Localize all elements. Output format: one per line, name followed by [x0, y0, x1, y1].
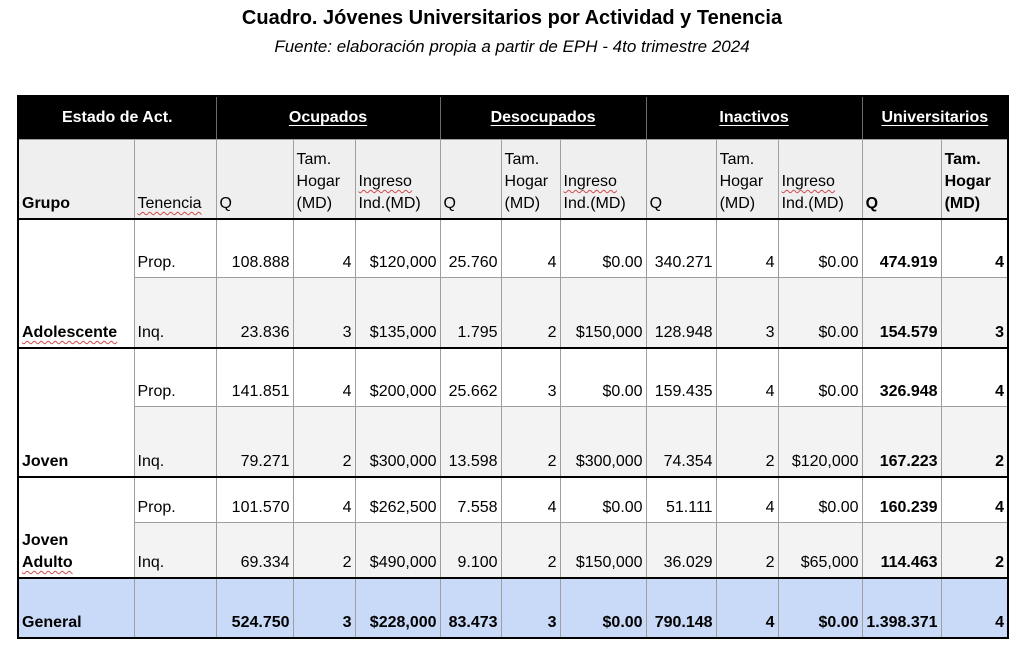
- total-oc-ing: $228,000: [355, 578, 440, 638]
- cell-oc-q: 79.271: [216, 407, 293, 478]
- header-de-ing: Ingreso Ind.(MD): [560, 140, 646, 220]
- cell-oc-tam: 2: [293, 407, 355, 478]
- cell-in-ing: $65,000: [778, 523, 862, 579]
- header-desocupados: Desocupados: [440, 96, 646, 140]
- cell-in-tam: 4: [716, 219, 778, 278]
- header-oc-q: Q: [216, 140, 293, 220]
- cell-oc-ing: $262,500: [355, 477, 440, 523]
- cell-tenencia: Prop.: [134, 219, 216, 278]
- header-in-ing: Ingreso Ind.(MD): [778, 140, 862, 220]
- cell-oc-ing: $300,000: [355, 407, 440, 478]
- cell-tenencia: Prop.: [134, 477, 216, 523]
- table-row: [18, 477, 1008, 523]
- cell-oc-tam: 4: [293, 219, 355, 278]
- cell-de-tam: 3: [501, 348, 560, 407]
- cell-un-q: 114.463: [862, 523, 941, 579]
- cell-un-q: 474.919: [862, 219, 941, 278]
- cell-tenencia: Inq.: [134, 523, 216, 579]
- cell-un-tam: 2: [941, 523, 1008, 579]
- cell-oc-q: 23.836: [216, 278, 293, 349]
- data-table: [17, 95, 1009, 639]
- cell-in-ing: $0.00: [778, 219, 862, 278]
- cell-de-ing: $300,000: [560, 407, 646, 478]
- cell-in-tam: 3: [716, 278, 778, 349]
- cell-oc-ing: $490,000: [355, 523, 440, 579]
- total-de-ing: $0.00: [560, 578, 646, 638]
- total-tenencia: [134, 578, 216, 638]
- cell-de-q: 9.100: [440, 523, 501, 579]
- cell-in-ing: $0.00: [778, 477, 862, 523]
- cell-de-tam: 2: [501, 278, 560, 349]
- cell-un-q: 154.579: [862, 278, 941, 349]
- table-row: [18, 219, 1008, 278]
- cell-in-ing: $120,000: [778, 407, 862, 478]
- cell-in-tam: 2: [716, 523, 778, 579]
- header-row-top: [18, 96, 1008, 140]
- cell-de-q: 25.760: [440, 219, 501, 278]
- cell-un-q: 326.948: [862, 348, 941, 407]
- table-subtitle: Fuente: elaboración propia a partir de EPH - 4to trimestre 2024: [274, 37, 750, 56]
- cell-de-q: 7.558: [440, 477, 501, 523]
- header-un-q: Q: [862, 140, 941, 220]
- cell-de-tam: 4: [501, 477, 560, 523]
- header-un-tam: Tam. Hogar (MD): [941, 140, 1008, 220]
- cell-de-q: 13.598: [440, 407, 501, 478]
- cell-de-q: 1.795: [440, 278, 501, 349]
- header-oc-tam: Tam. Hogar (MD): [293, 140, 355, 220]
- cell-de-tam: 2: [501, 523, 560, 579]
- header-de-tam: Tam. Hogar (MD): [501, 140, 560, 220]
- total-oc-tam: 3: [293, 578, 355, 638]
- header-inactivos: Inactivos: [646, 96, 862, 140]
- cell-oc-q: 141.851: [216, 348, 293, 407]
- cell-tenencia: Inq.: [134, 407, 216, 478]
- cell-in-q: 159.435: [646, 348, 716, 407]
- table-row: [18, 407, 1008, 478]
- cell-un-tam: 4: [941, 219, 1008, 278]
- cell-in-tam: 4: [716, 477, 778, 523]
- table-row: [18, 278, 1008, 349]
- total-in-q: 790.148: [646, 578, 716, 638]
- group-label-adolescente: Adolescente: [18, 219, 134, 348]
- cell-in-q: 340.271: [646, 219, 716, 278]
- header-oc-ing: Ingreso Ind.(MD): [355, 140, 440, 220]
- cell-oc-tam: 4: [293, 477, 355, 523]
- cell-in-q: 36.029: [646, 523, 716, 579]
- cell-oc-q: 108.888: [216, 219, 293, 278]
- cell-in-q: 51.111: [646, 477, 716, 523]
- group-label-joven: Joven: [18, 348, 134, 477]
- cell-tenencia: Inq.: [134, 278, 216, 349]
- group-label-joven-adulto: Joven Adulto: [18, 477, 134, 578]
- cell-de-q: 25.662: [440, 348, 501, 407]
- cell-oc-ing: $135,000: [355, 278, 440, 349]
- cell-de-ing: $0.00: [560, 348, 646, 407]
- header-de-q: Q: [440, 140, 501, 220]
- cell-in-q: 74.354: [646, 407, 716, 478]
- cell-oc-ing: $200,000: [355, 348, 440, 407]
- cell-in-ing: $0.00: [778, 348, 862, 407]
- total-un-q: 1.398.371: [862, 578, 941, 638]
- total-label: General: [18, 578, 134, 638]
- cell-un-tam: 4: [941, 477, 1008, 523]
- cell-de-ing: $150,000: [560, 278, 646, 349]
- total-un-tam: 4: [941, 578, 1008, 638]
- cell-un-tam: 4: [941, 348, 1008, 407]
- header-row-sub: [18, 140, 1008, 220]
- header-in-tam: Tam. Hogar (MD): [716, 140, 778, 220]
- cell-oc-q: 69.334: [216, 523, 293, 579]
- table-title: Cuadro. Jóvenes Universitarios por Actividad y Tenencia: [241, 7, 783, 29]
- cell-oc-tam: 4: [293, 348, 355, 407]
- header-universitarios: Universitarios: [862, 96, 1008, 140]
- cell-tenencia: Prop.: [134, 348, 216, 407]
- header-tenencia: Tenencia: [134, 140, 216, 220]
- cell-de-tam: 4: [501, 219, 560, 278]
- cell-un-q: 160.239: [862, 477, 941, 523]
- cell-de-ing: $0.00: [560, 219, 646, 278]
- total-de-q: 83.473: [440, 578, 501, 638]
- cell-oc-q: 101.570: [216, 477, 293, 523]
- cell-in-q: 128.948: [646, 278, 716, 349]
- cell-un-tam: 2: [941, 407, 1008, 478]
- cell-un-q: 167.223: [862, 407, 941, 478]
- total-in-ing: $0.00: [778, 578, 862, 638]
- total-row: [18, 578, 1008, 638]
- cell-oc-tam: 2: [293, 523, 355, 579]
- header-in-q: Q: [646, 140, 716, 220]
- cell-de-ing: $150,000: [560, 523, 646, 579]
- header-ocupados: Ocupados: [216, 96, 440, 140]
- table-row: [18, 523, 1008, 579]
- cell-in-ing: $0.00: [778, 278, 862, 349]
- cell-un-tam: 3: [941, 278, 1008, 349]
- cell-de-ing: $0.00: [560, 477, 646, 523]
- header-grupo: Grupo: [18, 140, 134, 220]
- cell-in-tam: 2: [716, 407, 778, 478]
- table-row: [18, 348, 1008, 407]
- cell-oc-ing: $120,000: [355, 219, 440, 278]
- header-estado: Estado de Act.: [18, 96, 216, 140]
- total-oc-q: 524.750: [216, 578, 293, 638]
- cell-in-tam: 4: [716, 348, 778, 407]
- cell-oc-tam: 3: [293, 278, 355, 349]
- total-in-tam: 4: [716, 578, 778, 638]
- total-de-tam: 3: [501, 578, 560, 638]
- cell-de-tam: 2: [501, 407, 560, 478]
